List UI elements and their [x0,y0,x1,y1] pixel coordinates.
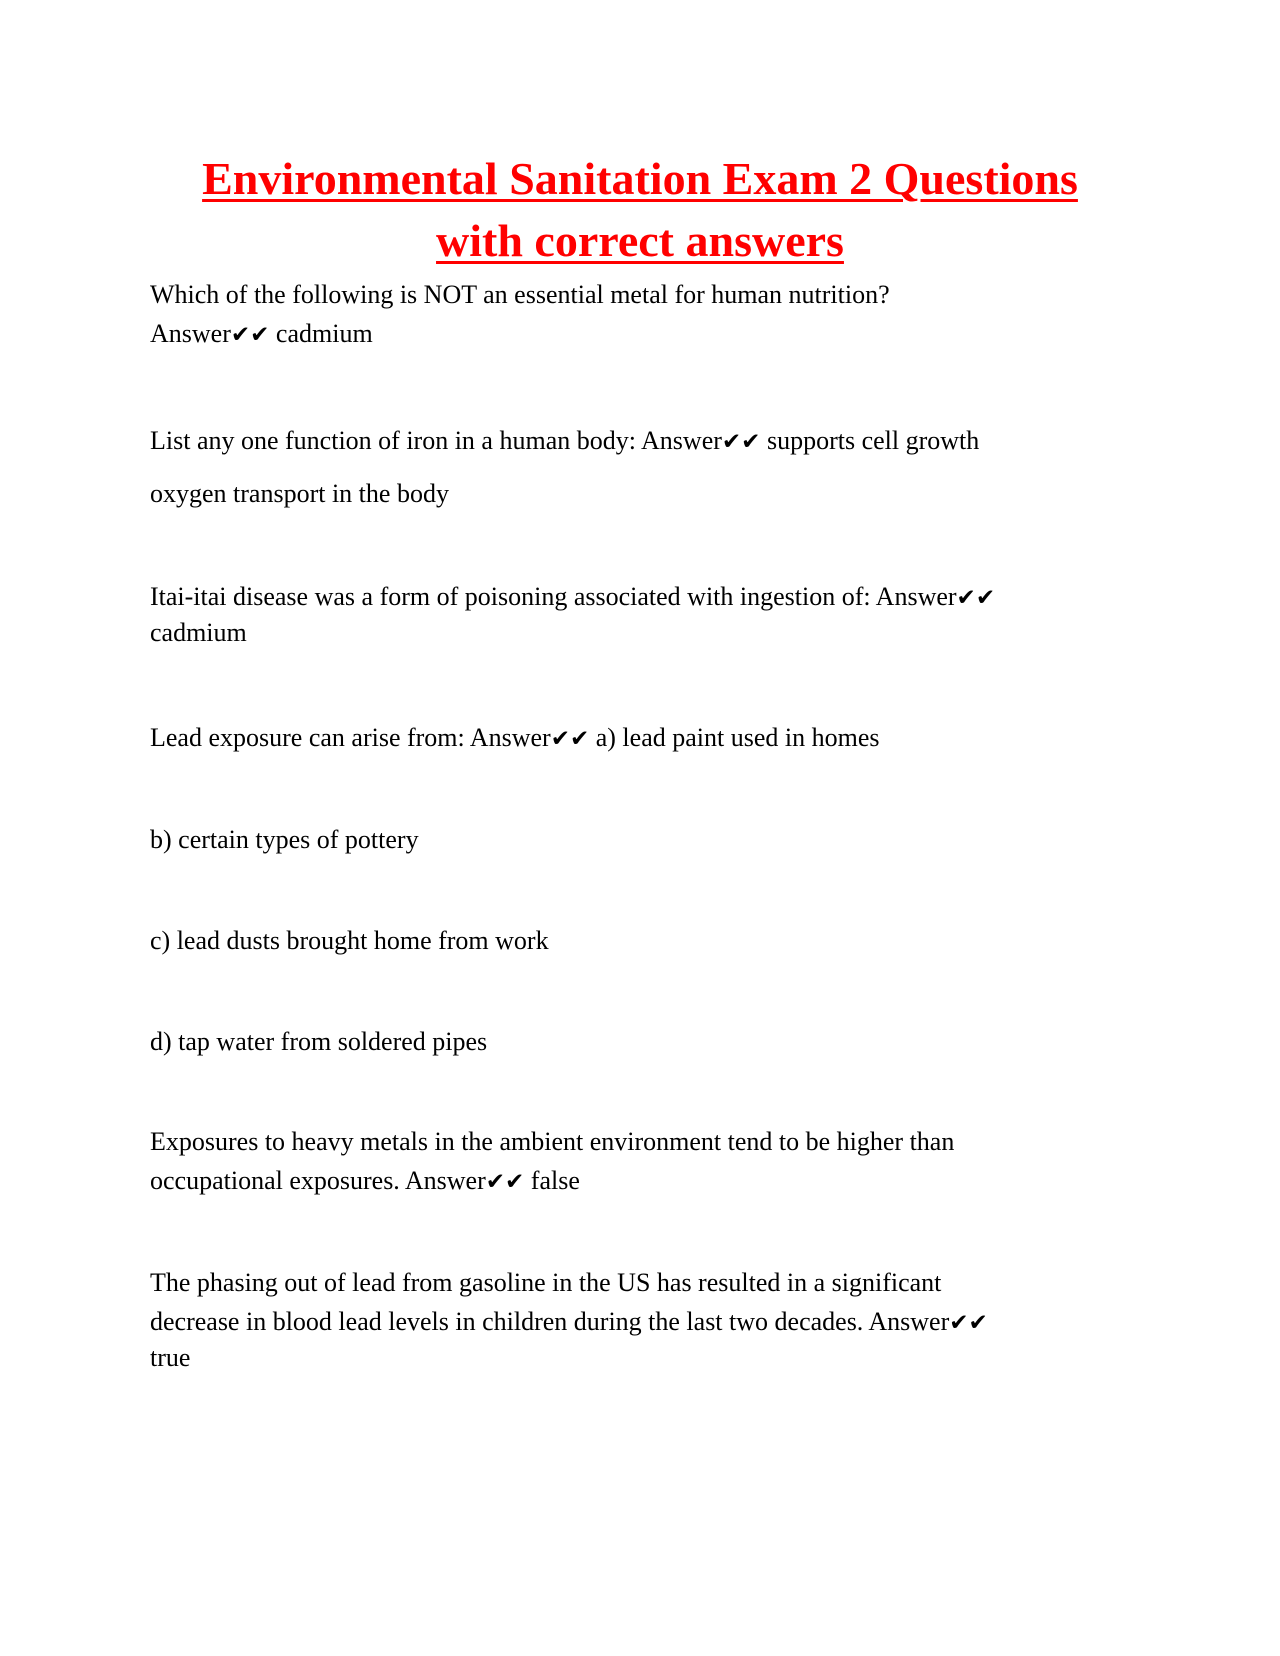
title-line-1: Environmental Sanitation Exam 2 Questions [202,153,1078,204]
question-5-answer-line [150,1166,580,1197]
question-6-line-2 [150,1307,988,1338]
title-line-2: with correct answers [436,215,844,266]
question-4-text: Lead exposure can arise from: Answer [150,723,551,752]
question-5-text: Exposures to heavy metals in the ambient environment tend to be higher than [150,1127,955,1156]
answer-label: Answer [150,319,231,348]
question-1-text: Which of the following is NOT an essential metal for human nutrition? [150,280,890,309]
check-mark-icon: ✔✔ [721,429,761,455]
question-5-text-cont: occupational exposures. Answer [150,1166,486,1195]
answer-value: false [524,1166,580,1195]
answer-value: a) lead paint used in homes [589,723,880,752]
question-3-answer: cadmium [150,618,247,647]
question-3-line [150,582,995,613]
question-2-line [150,426,979,457]
question-4-option-d: d) tap water from soldered pipes [150,1027,488,1056]
question-1-answer-line [150,319,373,350]
question-6-answer: true [150,1343,191,1372]
question-2-text: List any one function of iron in a human body: Answer [150,426,722,455]
answer-value: cadmium [269,319,373,348]
question-4-line [150,723,880,754]
question-4-option-c: c) lead dusts brought home from work [150,926,549,955]
document-title [120,148,1160,272]
question-6-text-cont: decrease in blood lead levels in children during the last two decades. Answer [150,1307,950,1336]
check-mark-icon: ✔✔ [949,1310,988,1336]
answer-value: supports cell growth [760,426,980,455]
check-mark-icon: ✔✔ [956,585,996,611]
question-3-text: Itai-itai disease was a form of poisoning associated with ingestion of: Answer [150,582,957,611]
check-mark-icon: ✔✔ [550,726,590,752]
check-mark-icon: ✔✔ [230,322,270,348]
question-4-option-b: b) certain types of pottery [150,825,419,854]
question-6-text: The phasing out of lead from gasoline in the US has resulted in a significant [150,1268,942,1297]
check-mark-icon: ✔✔ [485,1169,525,1195]
question-2-continuation: oxygen transport in the body [150,479,449,508]
